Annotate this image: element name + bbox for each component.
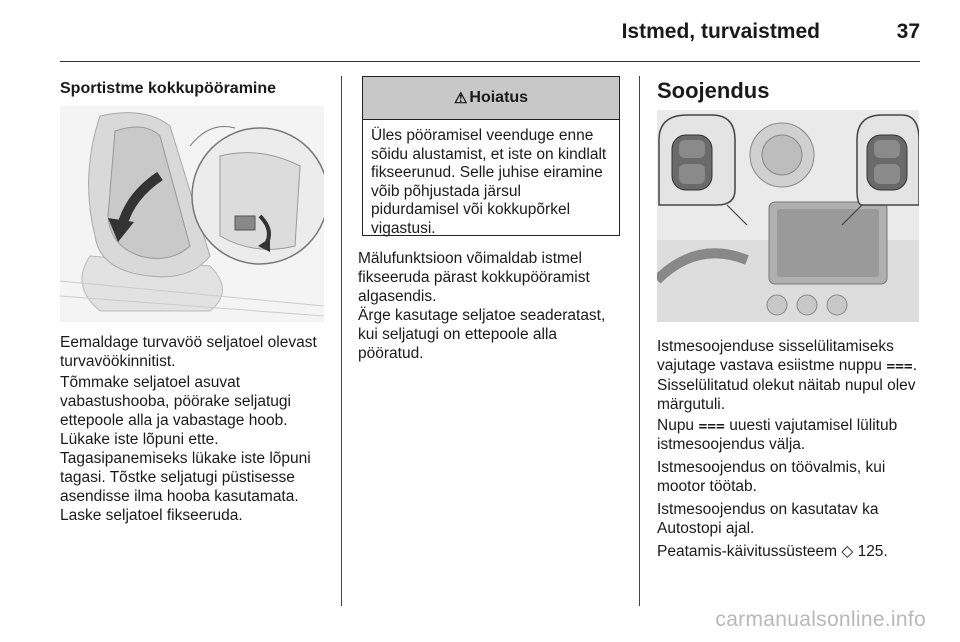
section-heading-seat-folding: Sportistme kokkupööramine [60,80,277,97]
paragraph-indicator: Sisselülitatud olekut näitab nupul olev märgutuli. [657,377,916,413]
paragraph-backrest-wheel: Ärge kasutage seljatoe seaderatast, kui seljatugi on ettepoole alla pööratud. [358,307,606,362]
paragraph-3: Tagasipanemiseks lükake iste lõpuni tagasi. Tõstke seljatugi püstisesse asendisse ilma hooba kasutamata. Laske seljatoel fikseeruda. [60,450,311,524]
warning-triangle-icon: ⚠ [453,90,468,107]
warning-title: Hoiatus [469,89,529,106]
watermark: carmanualsonline.info [715,608,926,631]
page-header-title: Istmed, turvaistmed [621,20,820,43]
column-divider-left [341,76,342,606]
warning-header [363,77,619,120]
paragraph-autostop: Istmesoojendus on kasutatav ka Autostopi ajal. [657,501,879,537]
paragraph-2: Tõmmake seljatoel asuvat vabastushooba, pöörake seljatugi ettepoole alla ja vabastage hoob. Lükake iste lõpuni ette. [60,374,291,448]
paragraph-memory: Mälufunktsioon võimaldab istmel fikseeruda pärast kokkupööramist algasendis. [358,250,590,305]
header-rule [60,61,920,62]
paragraph-engine-running: Istmesoojendus on töövalmis, kui mootor töötab. [657,459,886,495]
warning-text: Üles pööramisel veenduge enne sõidu alustamist, et iste on kindlalt fikseerunud. Selle juhise eiramine võib põhjustada järsul pidurdamisel või kokkupõrkel vigastusi. [371,127,607,237]
column-divider-right [639,76,640,606]
paragraph-heating-off: Nupu ⩶ uuesti vajutamisel lülitub istmesoojendus välja. [657,417,898,453]
page-number: 37 [896,20,920,43]
warning-box [362,76,620,236]
seat-heating-buttons-illustration [657,110,919,322]
section-heading-heating: Soojendus [657,78,770,103]
paragraph-1: Eemaldage turvavöö seljatoel olevast turvavöökinnitist. [60,334,317,370]
paragraph-stop-start-ref: Peatamis-käivitussüsteem ◇ 125. [657,543,888,560]
paragraph-heating-on: Istmesoojenduse sisselülitamiseks vajutage vastava esiistme nuppu ⩶. [657,338,918,374]
seat-folding-illustration [60,106,324,322]
